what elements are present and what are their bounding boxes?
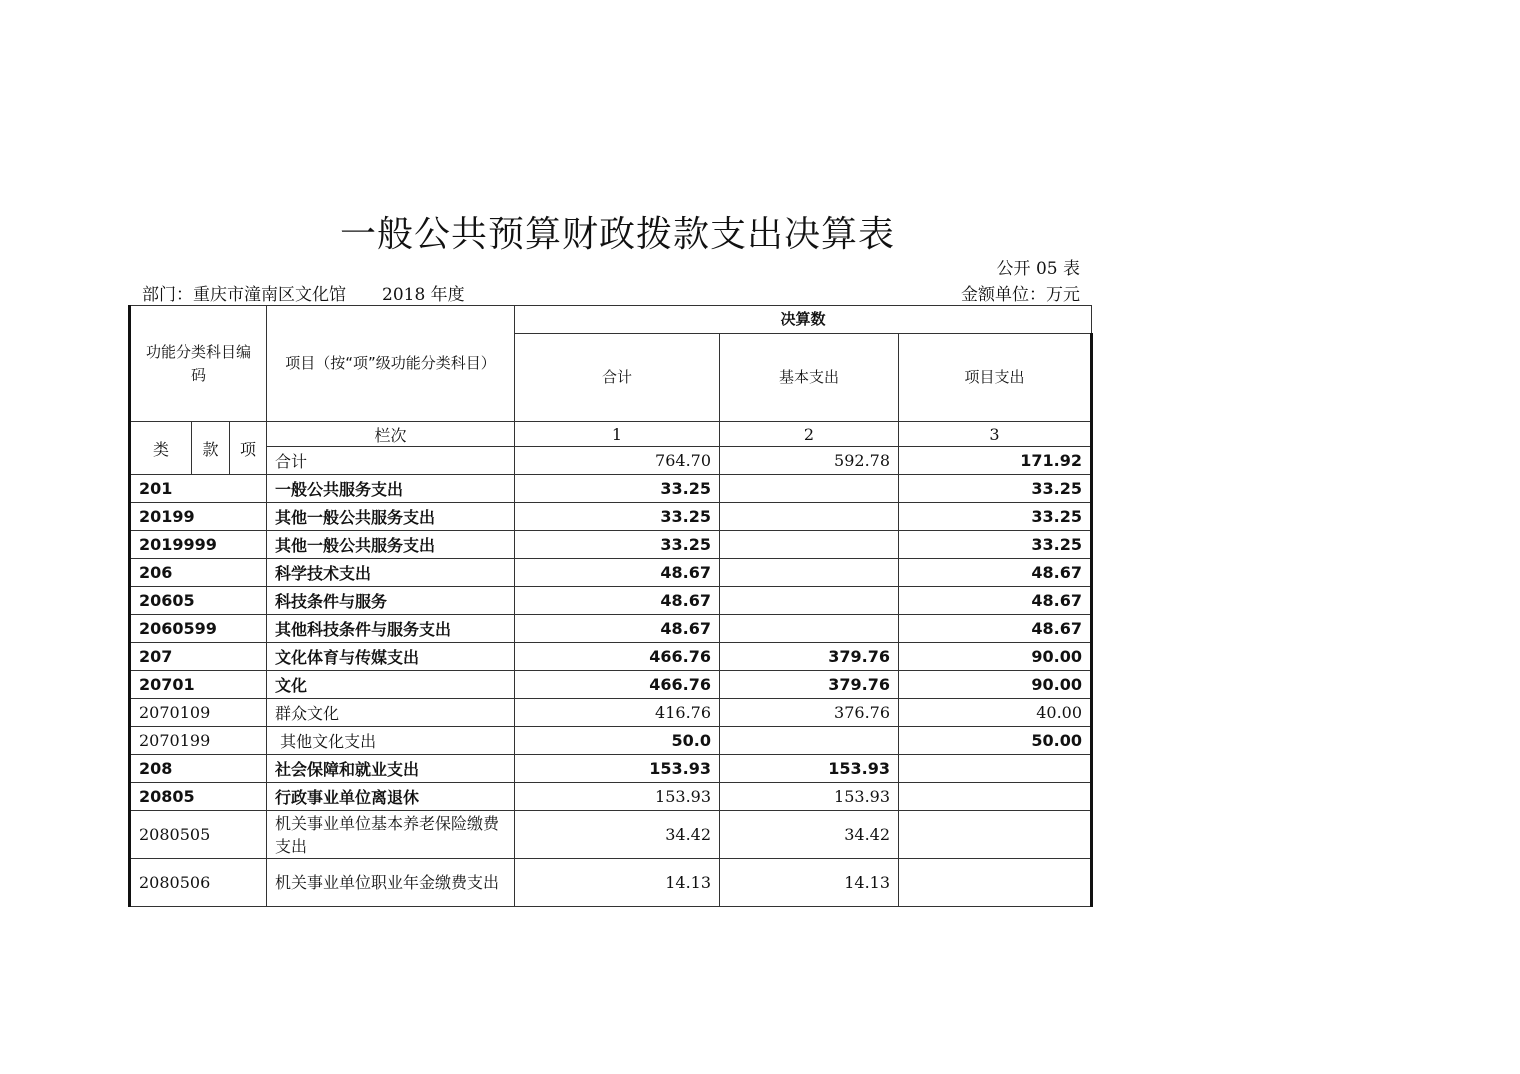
row-project: 50.00 [899,727,1092,755]
table-row [130,475,1092,503]
row-project: 33.25 [899,475,1092,503]
row-total: 153.93 [515,755,720,783]
table-row [130,587,1092,615]
row-code: 20199 [130,503,267,531]
row-name: 科学技术支出 [267,559,515,587]
department-name: 部门：重庆市潼南区文化馆 [142,285,346,305]
table-row [130,559,1092,587]
row-name: 其他一般公共服务支出 [267,503,515,531]
func-code-header: 功能分类科目编码 [130,306,267,422]
row-basic: 379.76 [720,671,899,699]
row-project: 33.25 [899,503,1092,531]
column-number-row [130,422,1092,447]
row-basic [720,503,899,531]
row-name: 群众文化 [267,699,515,727]
row-total: 48.67 [515,615,720,643]
row-code: 208 [130,755,267,783]
row-basic: 153.93 [720,755,899,783]
row-project [899,755,1092,783]
final-amount-header: 决算数 [515,306,1092,334]
row-code: 20701 [130,671,267,699]
row-basic [720,559,899,587]
table-row [130,755,1092,783]
table-row [130,615,1092,643]
xiang-header: 项 [230,422,267,475]
row-total: 466.76 [515,671,720,699]
page-title: 一般公共预算财政拨款支出决算表 [340,214,896,255]
row-code: 2070199 [130,727,267,755]
row-basic: 376.76 [720,699,899,727]
column-label: 栏次 [267,422,515,447]
row-basic [720,475,899,503]
department-line [142,280,465,305]
table-row [130,671,1092,699]
table-row [130,811,1092,859]
row-project [899,859,1092,907]
row-total: 33.25 [515,531,720,559]
row-project: 90.00 [899,643,1092,671]
total-row [130,447,1092,475]
table-row [130,699,1092,727]
row-basic: 153.93 [720,783,899,811]
row-name: 机关事业单位职业年金缴费支出 [267,859,515,907]
row-name: 其他科技条件与服务支出 [267,615,515,643]
row-name: 社会保障和就业支出 [267,755,515,783]
row-project: 48.67 [899,587,1092,615]
row-total: 34.42 [515,811,720,859]
row-code: 2060599 [130,615,267,643]
row-name: 文化 [267,671,515,699]
row-basic [720,727,899,755]
row-name: 一般公共服务支出 [267,475,515,503]
row-code: 206 [130,559,267,587]
total-row-basic: 592.78 [720,447,899,475]
row-code: 2080506 [130,859,267,907]
row-name: 科技条件与服务 [267,587,515,615]
row-code: 20605 [130,587,267,615]
row-code: 201 [130,475,267,503]
header-row-1 [130,306,1092,334]
row-project [899,783,1092,811]
table-row [130,531,1092,559]
table-code: 公开 05 表 [996,259,1080,279]
row-project: 40.00 [899,699,1092,727]
amount-unit: 金额单位：万元 [961,285,1080,305]
row-total: 48.67 [515,559,720,587]
row-project: 48.67 [899,559,1092,587]
row-name: 机关事业单位基本养老保险缴费支出 [267,811,515,859]
row-name: 文化体育与传媒支出 [267,643,515,671]
row-code: 20805 [130,783,267,811]
row-project: 33.25 [899,531,1092,559]
row-code: 207 [130,643,267,671]
lei-header: 类 [130,422,192,475]
row-basic: 34.42 [720,811,899,859]
row-code: 2070109 [130,699,267,727]
project-header: 项目支出 [899,334,1092,422]
table-row [130,783,1092,811]
row-basic [720,531,899,559]
table-row [130,859,1092,907]
row-basic [720,615,899,643]
row-total: 14.13 [515,859,720,907]
row-project: 48.67 [899,615,1092,643]
kuan-header: 款 [192,422,230,475]
row-total: 48.67 [515,587,720,615]
row-basic: 14.13 [720,859,899,907]
row-total: 33.25 [515,475,720,503]
column-2: 2 [720,422,899,447]
row-project [899,811,1092,859]
total-row-label: 合计 [267,447,515,475]
row-basic: 379.76 [720,643,899,671]
row-code: 2080505 [130,811,267,859]
expenditure-table [128,305,1093,907]
column-3: 3 [899,422,1092,447]
total-row-project: 171.92 [899,447,1092,475]
row-name: 行政事业单位离退休 [267,783,515,811]
column-1: 1 [515,422,720,447]
table-row [130,643,1092,671]
table-row [130,727,1092,755]
item-name-header: 项目（按“项”级功能分类科目） [267,306,515,422]
total-header: 合计 [515,334,720,422]
row-name: 其他文化支出 [267,727,515,755]
total-row-total: 764.70 [515,447,720,475]
fiscal-year: 2018 年度 [382,285,465,305]
row-total: 33.25 [515,503,720,531]
basic-header: 基本支出 [720,334,899,422]
row-project: 90.00 [899,671,1092,699]
row-total: 50.0 [515,727,720,755]
row-total: 466.76 [515,643,720,671]
table-row [130,503,1092,531]
row-total: 416.76 [515,699,720,727]
row-code: 2019999 [130,531,267,559]
row-total: 153.93 [515,783,720,811]
row-basic [720,587,899,615]
row-name: 其他一般公共服务支出 [267,531,515,559]
